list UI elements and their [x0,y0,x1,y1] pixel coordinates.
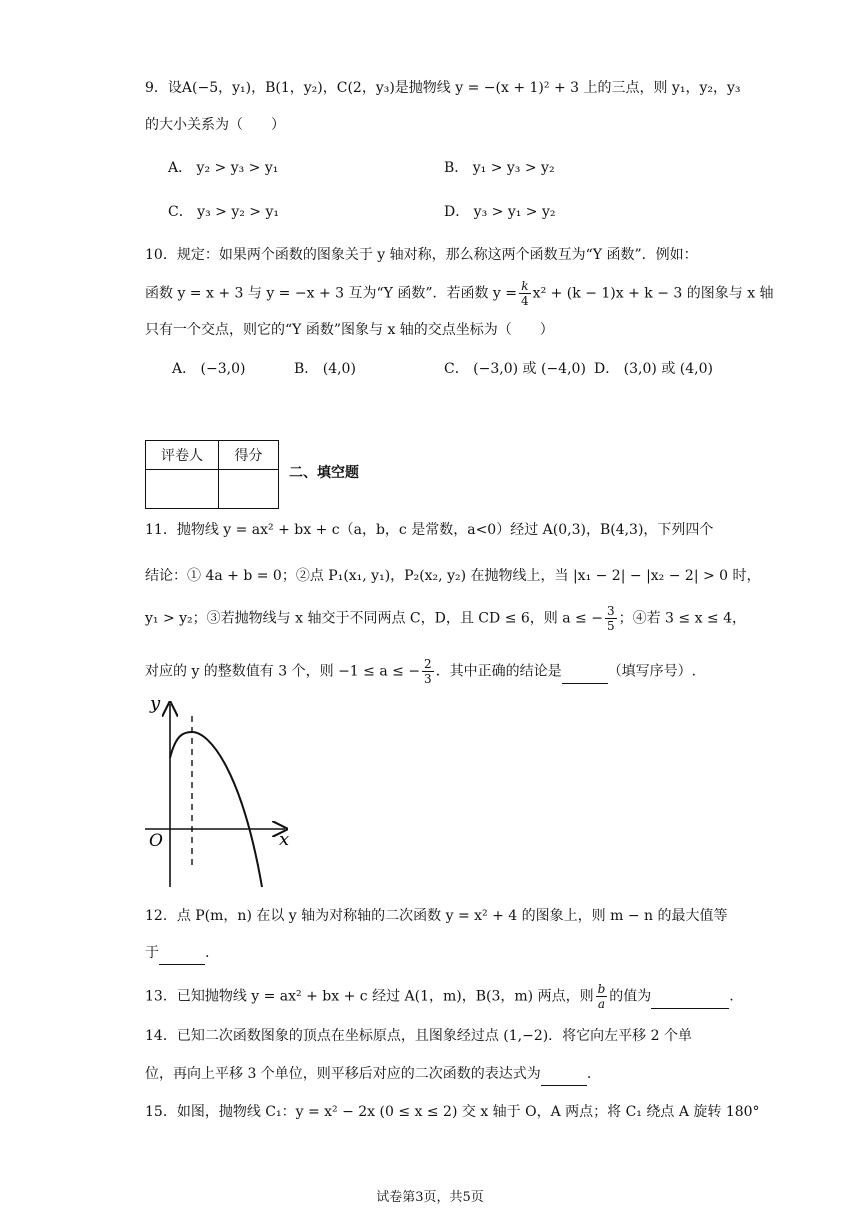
q10-option-a: A． (−3,0) [172,361,246,377]
q14-line2-text-b: . [586,1066,592,1082]
q12-line2 [145,942,209,965]
q13-fraction [596,982,608,1011]
page-footer: 试卷第3页，共5页 [376,1190,484,1205]
q10-option-b: B． (4,0) [294,361,356,377]
q11-frac1-den: 5 [606,619,615,633]
q11-line4 [145,657,696,686]
q11-line3-text-a: y₁ > y₂；③若抛物线与 x 轴交于不同两点 C，D，且 CD ≤ 6，则 a ≤ − [145,610,603,627]
q11-frac2-den: 3 [424,672,432,686]
score-table-score-cell[interactable] [219,470,279,509]
q11-fraction-2 [422,657,434,686]
section-title: 二、填空题 [289,465,359,481]
q10-line1: 10．规定：如果两个函数的图象关于 y 轴对称，那么称这两个函数互为“Y 函数”．例如： [145,247,698,263]
q11-line4-text-a: 对应的 y 的整数值有 3 个，则 −1 ≤ a ≤ − [145,663,421,680]
q11-line4-text-b: ．其中正确的结论是 [435,663,562,680]
q12-line1: 12．点 P(m，n) 在以 y 轴为对称轴的二次函数 y = x² + 4 的图象上，则 m − n 的最大值等 [145,908,728,924]
q9-option-c: C． y₃ > y₂ > y₁ [168,204,279,220]
origin-label: O [149,831,163,851]
q9-line1: 9．设A(−5，y₁)，B(1，y₂)，C(2，y₃)是抛物线 y = −(x + 1)² + 3 上的三点，则 y₁，y₂，y₃ [145,80,741,96]
q12-line2-text-a: 于 [145,945,159,961]
q13-line1 [145,982,734,1011]
parabola-graph [140,692,300,892]
q11-line2: 结论：① 4a + b = 0；②点 P₁(x₁, y₁)，P₂(x₂, y₂) 在抛物线上，当 |x₁ − 2| − |x₂ − 2| > 0 时， [145,568,761,584]
q11-line1: 11．抛物线 y = ax² + bx + c（a，b，c 是常数，a<0）经过 A(0,3)，B(4,3)，下列四个 [145,522,714,538]
q10-frac-den: 4 [521,294,529,308]
q10-line2 [145,279,774,308]
q14-line2 [145,1063,591,1086]
q9-option-d: D． y₃ > y₁ > y₂ [444,204,556,220]
q10-fraction [519,279,531,308]
q10-frac-num: k [519,279,531,294]
q10-line2-text-a: 函数 y = x + 3 与 y = −x + 3 互为“Y 函数”．若函数 y = [145,285,518,302]
q13-answer-blank[interactable] [651,986,729,1009]
q12-line2-text-b: . [205,945,210,961]
q14-line2-text-a: 位，再向上平移 3 个单位，则平移后对应的二次函数的表达式为 [145,1066,541,1082]
q11-frac1-num: 3 [606,604,615,618]
q11-line3 [145,604,746,633]
score-table-score-header: 得分 [219,441,279,470]
q11-line4-text-c: （填写序号）. [607,663,697,680]
q10-option-c: C． (−3,0) 或 (−4,0) [444,361,586,377]
q12-answer-blank[interactable] [159,942,205,965]
q9-line2: 的大小关系为（ ） [145,117,285,133]
q13-text-b: 的值为 [609,988,652,1005]
x-axis-label: x [279,829,290,850]
q11-frac2-num: 2 [424,657,432,671]
q10-line2-text-b: x² + (k − 1)x + k − 3 的图象与 x 轴 [532,285,774,302]
q10-option-d: D． (3,0) 或 (4,0) [594,361,713,377]
q13-text-c: . [729,988,734,1005]
q15-line1: 15．如图，抛物线 C₁：y = x² − 2x (0 ≤ x ≤ 2) 交 x 轴于 O，A 两点；将 C₁ 绕点 A 旋转 180° [145,1104,760,1120]
q14-line1: 14．已知二次函数图象的顶点在坐标原点，且图象经过点 (1,−2)．将它向左平移 2 个单 [145,1028,692,1044]
score-table [145,440,279,509]
y-axis-label: y [150,693,161,714]
score-table-reviewer-cell[interactable] [146,470,219,509]
q14-answer-blank[interactable] [541,1063,587,1086]
q11-line3-text-b: ；④若 3 ≤ x ≤ 4， [618,610,747,627]
parabola-curve [170,732,262,887]
q11-fraction-1 [605,604,617,633]
q13-text-a: 13．已知抛物线 y = ax² + bx + c 经过 A(1，m)，B(3，m) 两点，则 [145,988,594,1005]
q10-line3: 只有一个交点，则它的“Y 函数”图象与 x 轴的交点坐标为（ ） [145,322,554,338]
q11-answer-blank[interactable] [562,661,608,684]
score-table-reviewer-header: 评卷人 [146,441,219,470]
q13-frac-num: b [597,982,606,996]
q13-frac-den: a [597,997,606,1011]
q9-option-b: B． y₁ > y₃ > y₂ [444,160,555,176]
q9-option-a: A． y₂ > y₃ > y₁ [168,160,279,176]
